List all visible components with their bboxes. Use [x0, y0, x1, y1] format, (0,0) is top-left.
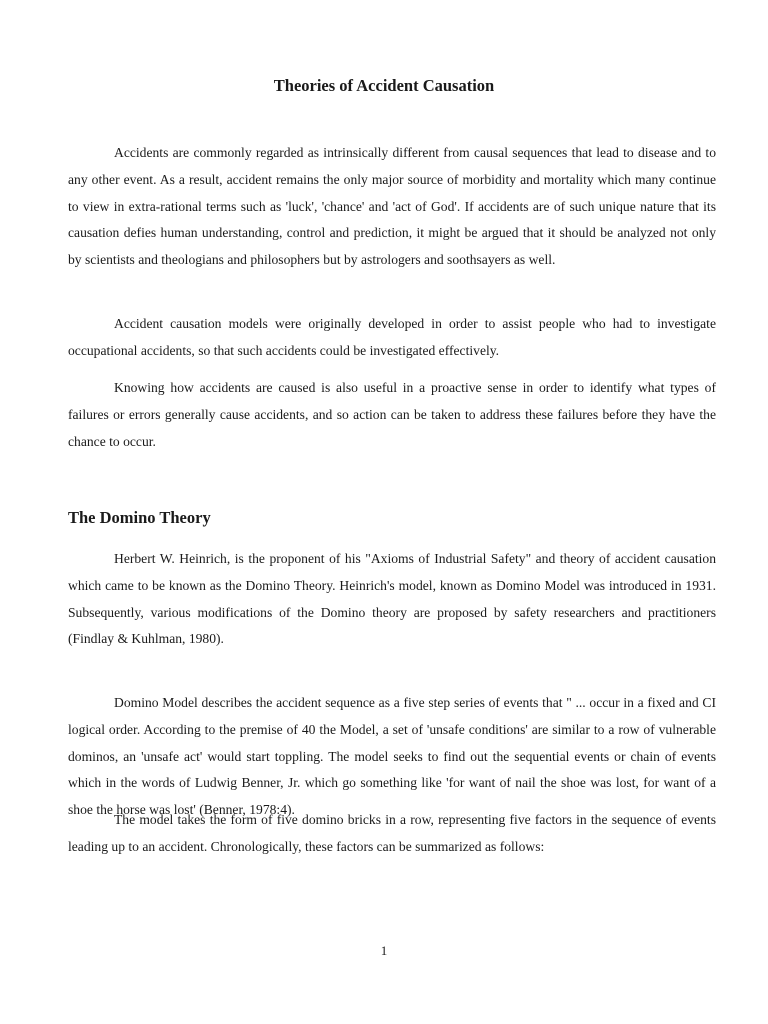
- page-number: 1: [380, 943, 388, 958]
- intro-paragraph-3: Knowing how accidents are caused is also useful in a proactive sense in order to identify what types of failures or errors generally cause accidents, and so action can be taken to address these failures before they have the chance to occur.: [68, 380, 716, 449]
- domino-paragraph-2: Domino Model describes the accident sequence as a five step series of events that " ... occur in a fixed and CI logical order. According to the premise of 40 the Model, a set of 'unsafe conditions' are similar to a row of vulnerable dominos, an 'unsafe act' would start toppling. The model seeks to find out the sequential events or chain of events which in the words of Ludwig Benner, Jr. which go something like 'for want of nail the shoe was lost, for want of a shoe the horse was lost' (Benner, 1978:4).: [68, 695, 716, 818]
- domino-paragraph-3: The model takes the form of five domino bricks in a row, representing five factors in the sequence of events leading up to an accident. Chronologically, these factors can be summarized as follows:: [68, 812, 716, 854]
- section-heading-domino-theory: The Domino Theory: [68, 508, 211, 527]
- intro-paragraph-1: Accidents are commonly regarded as intrinsically different from causal sequences that lead to disease and to any other event. As a result, accident remains the only major source of morbidity and mortality which many continue to view in extra-rational terms such as 'luck', 'chance' and 'act of God'. If accidents are of such unique nature that its causation defies human understanding, control and prediction, it might be argued that it should be analyzed not only by scientists and theologians and philosophers but by astrologers and soothsayers as well.: [68, 145, 716, 268]
- intro-paragraph-2: Accident causation models were originally developed in order to assist people who had to investigate occupational accidents, so that such accidents could be investigated effectively.: [68, 316, 716, 358]
- domino-paragraph-1: Herbert W. Heinrich, is the proponent of his "Axioms of Industrial Safety" and theory of accident causation which came to be known as the Domino Theory. Heinrich's model, known as Domino Model was introduced in 1931. Subsequently, various modifications of the Domino theory are proposed by safety researchers and practitioners (Findlay & Kuhlman, 1980).: [68, 551, 716, 647]
- document-title: Theories of Accident Causation: [273, 76, 495, 95]
